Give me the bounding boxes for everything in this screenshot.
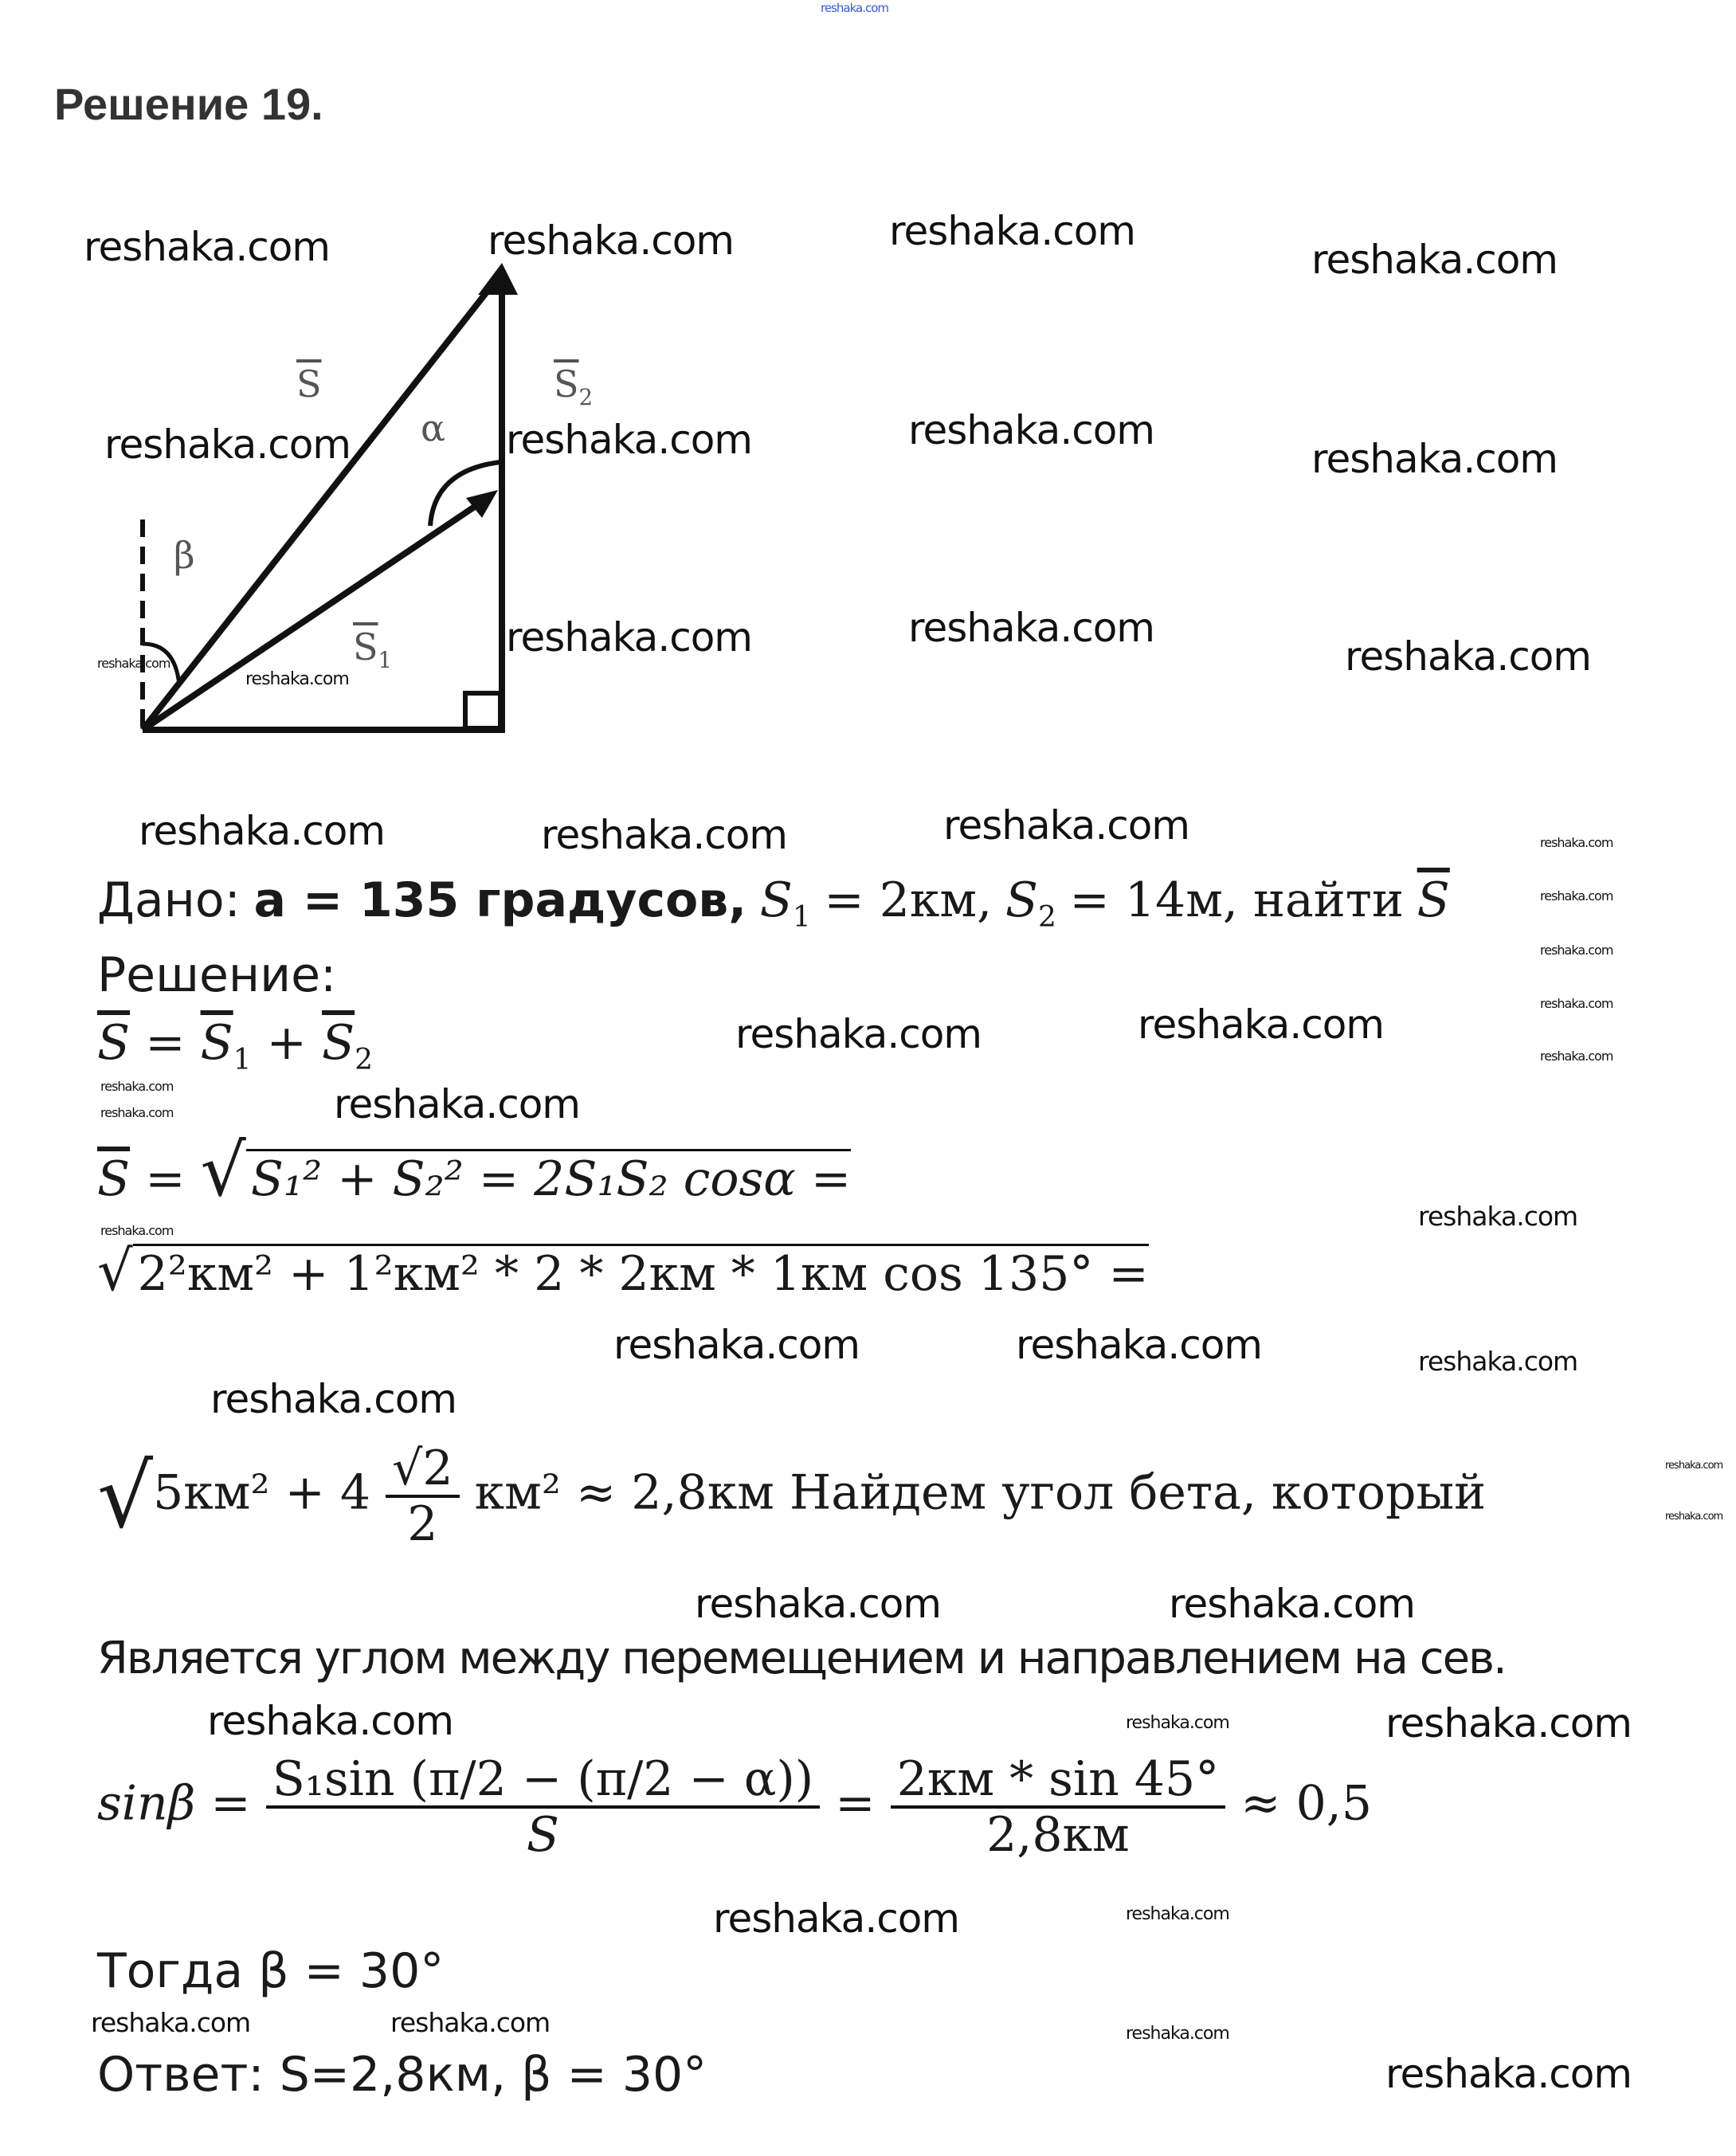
watermark: reshaka.com xyxy=(1126,1713,1229,1733)
watermark: reshaka.com xyxy=(139,808,385,854)
watermark: reshaka.com xyxy=(821,1,888,15)
watermark: reshaka.com xyxy=(1385,2051,1632,2097)
watermark: reshaka.com xyxy=(943,802,1189,849)
vector-sum-equation: $\overline{S} = \overline{S}_1 + \overline{S}_2$ xyxy=(97,1015,374,1076)
watermark: reshaka.com xyxy=(1169,1581,1415,1627)
watermark: reshaka.com xyxy=(1665,1511,1723,1523)
watermark: reshaka.com xyxy=(1126,1904,1229,1924)
label-alpha: α xyxy=(421,406,446,449)
watermark: reshaka.com xyxy=(1540,835,1613,850)
watermark: reshaka.com xyxy=(100,1105,174,1120)
watermark: reshaka.com xyxy=(1311,436,1558,482)
then-line: Тогда β = 30° xyxy=(97,1943,445,1999)
watermark: reshaka.com xyxy=(541,812,787,858)
watermark: reshaka.com xyxy=(1385,1700,1632,1746)
watermark: reshaka.com xyxy=(1138,1002,1384,1048)
watermark: reshaka.com xyxy=(100,1223,174,1238)
watermark: reshaka.com xyxy=(1540,1049,1613,1064)
watermark: reshaka.com xyxy=(889,208,1135,254)
watermark: reshaka.com xyxy=(1311,237,1558,283)
solution-heading: Решение: xyxy=(97,947,337,1003)
sin-beta-equation: sinβ = $\frac{\text{S₁sin (π/2 − (π/2 − α))}}{S}$ = $\frac{2км * \sin 45^\circ}{2,8км}$ ≈ 0,5 xyxy=(97,1751,1373,1863)
label-s2: $\overline{S}_2$ xyxy=(554,363,594,411)
magnitude-formula: $\overline{S}$ = √ S₁² + S₂² = 2S₁S₂ cosα = xyxy=(97,1129,852,1213)
substitution-line: √ 2²км² + 1²км² * 2 * 2км * 1км cos 135° = xyxy=(97,1238,1149,1303)
watermark: reshaka.com xyxy=(207,1698,453,1744)
answer-line: Ответ: S=2,8км, β = 30° xyxy=(97,2047,707,2103)
watermark: reshaka.com xyxy=(908,407,1154,453)
vector-s1 xyxy=(143,498,488,730)
watermark: reshaka.com xyxy=(210,1376,457,1422)
watermark: reshaka.com xyxy=(506,614,752,661)
given-line: Дано: а = 135 градусов, $S_1 = 2км$, $S_2 = 14м$, найти $\overline{S}$ xyxy=(97,872,1450,934)
watermark: reshaka.com xyxy=(735,1011,982,1057)
label-s1: $\overline{S}_1$ xyxy=(353,625,393,674)
watermark: reshaka.com xyxy=(84,224,330,270)
page-title: Решение 19. xyxy=(54,79,323,129)
watermark: reshaka.com xyxy=(1418,1201,1578,1232)
watermark: reshaka.com xyxy=(1016,1322,1262,1368)
watermark: reshaka.com xyxy=(1345,633,1591,680)
watermark: reshaka.com xyxy=(91,2007,251,2038)
arrowhead-s1 xyxy=(466,490,498,518)
right-angle-mark xyxy=(465,693,500,728)
watermark: reshaka.com xyxy=(1665,1460,1723,1472)
watermark: reshaka.com xyxy=(1418,1346,1578,1377)
watermark: reshaka.com xyxy=(506,417,752,463)
watermark: reshaka.com xyxy=(104,421,351,468)
watermark: reshaka.com xyxy=(390,2007,551,2038)
watermark: reshaka.com xyxy=(1540,888,1613,904)
watermark: reshaka.com xyxy=(908,605,1154,651)
watermark: reshaka.com xyxy=(1126,2024,1229,2044)
watermark: reshaka.com xyxy=(245,669,349,689)
arrowhead-s xyxy=(478,263,518,295)
watermark: reshaka.com xyxy=(695,1581,941,1627)
watermark: reshaka.com xyxy=(488,218,734,264)
watermark: reshaka.com xyxy=(1540,943,1613,958)
vector-s xyxy=(143,283,494,730)
watermark: reshaka.com xyxy=(713,1895,959,1942)
label-beta: β xyxy=(174,534,195,577)
watermark: reshaka.com xyxy=(1540,996,1613,1011)
watermark: reshaka.com xyxy=(97,656,170,671)
watermark: reshaka.com xyxy=(613,1322,860,1368)
result-line: √5км² + 4 $\frac{√2}{2}$ км² ≈ 2,8км Найдем угол бета, который xyxy=(97,1441,1487,1552)
explanation-line: Является углом между перемещением и направлением на сев. xyxy=(97,1633,1506,1684)
watermark: reshaka.com xyxy=(334,1081,580,1127)
label-s: $\overline{S}$ xyxy=(296,363,322,406)
watermark: reshaka.com xyxy=(100,1079,174,1094)
